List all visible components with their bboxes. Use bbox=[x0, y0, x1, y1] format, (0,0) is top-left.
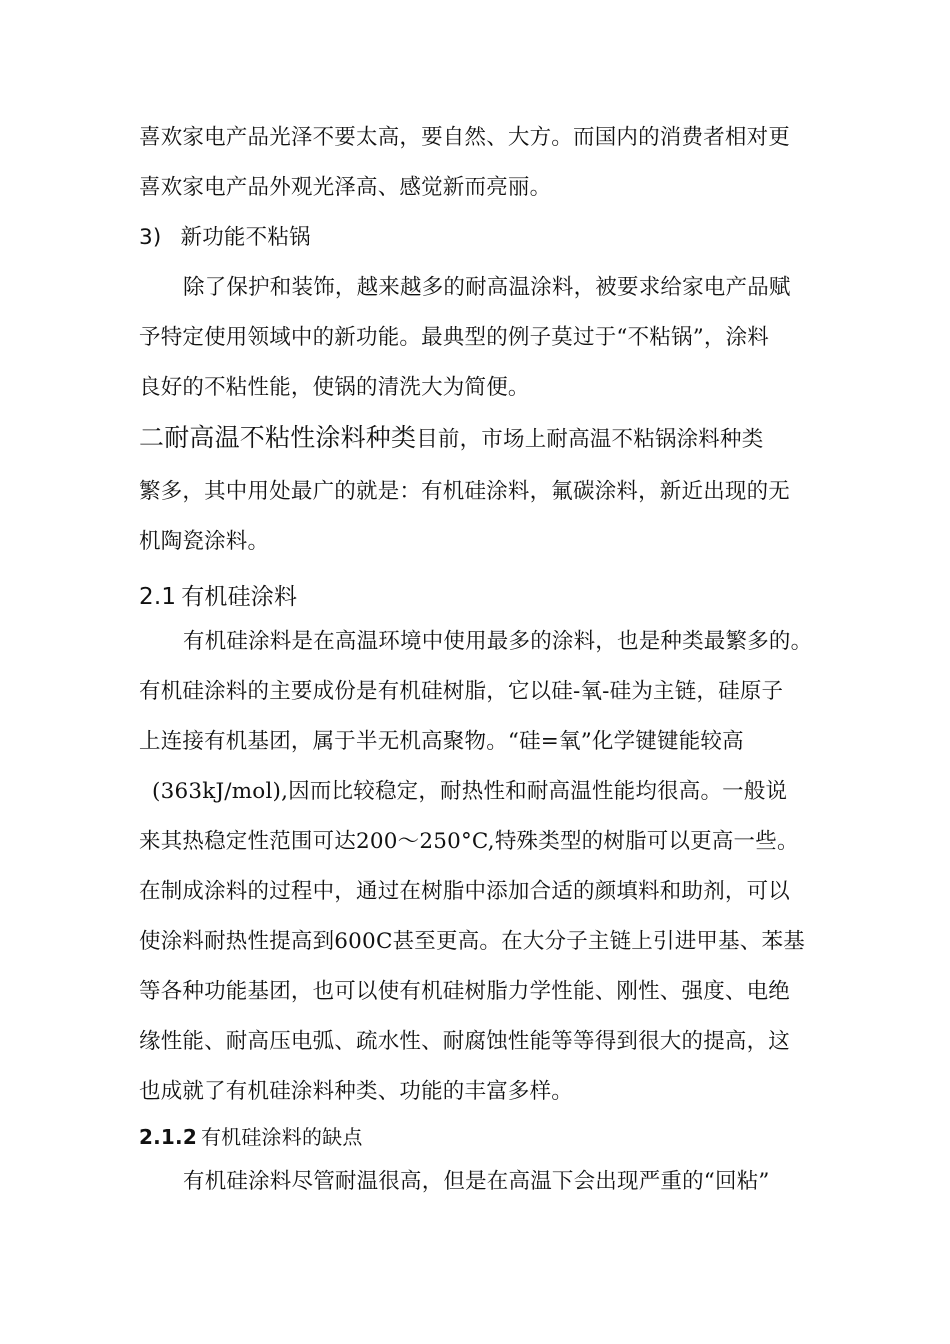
section-2-1-number: 2.1 bbox=[139, 584, 177, 610]
list-item-3-number: 3) bbox=[139, 225, 162, 250]
section-2-1-2-heading bbox=[139, 1123, 363, 1151]
section-2-line bbox=[139, 424, 763, 454]
text-line-9: 有机硅涂料的主要成份是有机硅树脂，它以硅-氧-硅为主链，硅原子 bbox=[139, 679, 784, 704]
section-2-1-title: 有机硅涂料 bbox=[181, 584, 298, 610]
text-line-13: 在制成涂料的过程中，通过在树脂中添加合适的颜填料和助剂，可以 bbox=[139, 879, 791, 904]
section-2-1-2-number: 2.1.2 bbox=[139, 1125, 197, 1149]
text-line-7: 机陶瓷涂料。 bbox=[139, 529, 270, 554]
section-2-lead-text: 目前，市场上耐高温不粘锅涂料种类 bbox=[416, 427, 764, 452]
text-line-14: 使涂料耐热性提高到600C甚至更高。在大分子主链上引进甲基、苯基 bbox=[139, 929, 805, 954]
text-line-17: 也成就了有机硅涂料种类、功能的丰富多样。 bbox=[139, 1079, 574, 1104]
text-line-16: 缘性能、耐高压电弧、疏水性、耐腐蚀性能等等得到很大的提高，这 bbox=[139, 1029, 791, 1054]
section-2-1-heading bbox=[139, 583, 297, 611]
text-line-4: 予特定使用领域中的新功能。最典型的例子莫过于“不粘锅”，涂料 bbox=[139, 325, 769, 350]
text-line-1: 喜欢家电产品光泽不要太高，要自然、大方。而国内的消费者相对更 bbox=[139, 125, 791, 150]
text-line-10: 上连接有机基团，属于半无机高聚物。“硅=氧”化学键键能较高 bbox=[139, 729, 744, 754]
text-line-5: 良好的不粘性能，使锅的清洗大为简便。 bbox=[139, 375, 530, 400]
section-2-1-2-title: 有机硅涂料的缺点 bbox=[200, 1125, 363, 1149]
text-line-3: 除了保护和装饰，越来越多的耐高温涂料，被要求给家电产品赋 bbox=[183, 275, 791, 300]
text-line-15: 等各种功能基团，也可以使有机硅树脂力学性能、刚性、强度、电绝 bbox=[139, 979, 791, 1004]
text-line-12: 来其热稳定性范围可达200～250°C,特殊类型的树脂可以更高一些。 bbox=[139, 829, 799, 854]
list-item-3 bbox=[139, 224, 311, 252]
text-line-6: 繁多，其中用处最广的就是：有机硅涂料，氟碳涂料，新近出现的无 bbox=[139, 479, 791, 504]
list-item-3-text: 新功能不粘锅 bbox=[180, 225, 311, 250]
text-line-2: 喜欢家电产品外观光泽高、感觉新而亮丽。 bbox=[139, 175, 552, 200]
text-line-11: (363kJ/mol),因而比较稳定，耐热性和耐高温性能均很高。一般说 bbox=[152, 779, 788, 804]
text-line-18: 有机硅涂料尽管耐温很高，但是在高温下会出现严重的“回粘” bbox=[183, 1169, 770, 1194]
text-line-8: 有机硅涂料是在高温环境中使用最多的涂料，也是种类最繁多的。 bbox=[183, 629, 813, 654]
section-2-heading: 二耐高温不粘性涂料种类 bbox=[139, 423, 417, 452]
